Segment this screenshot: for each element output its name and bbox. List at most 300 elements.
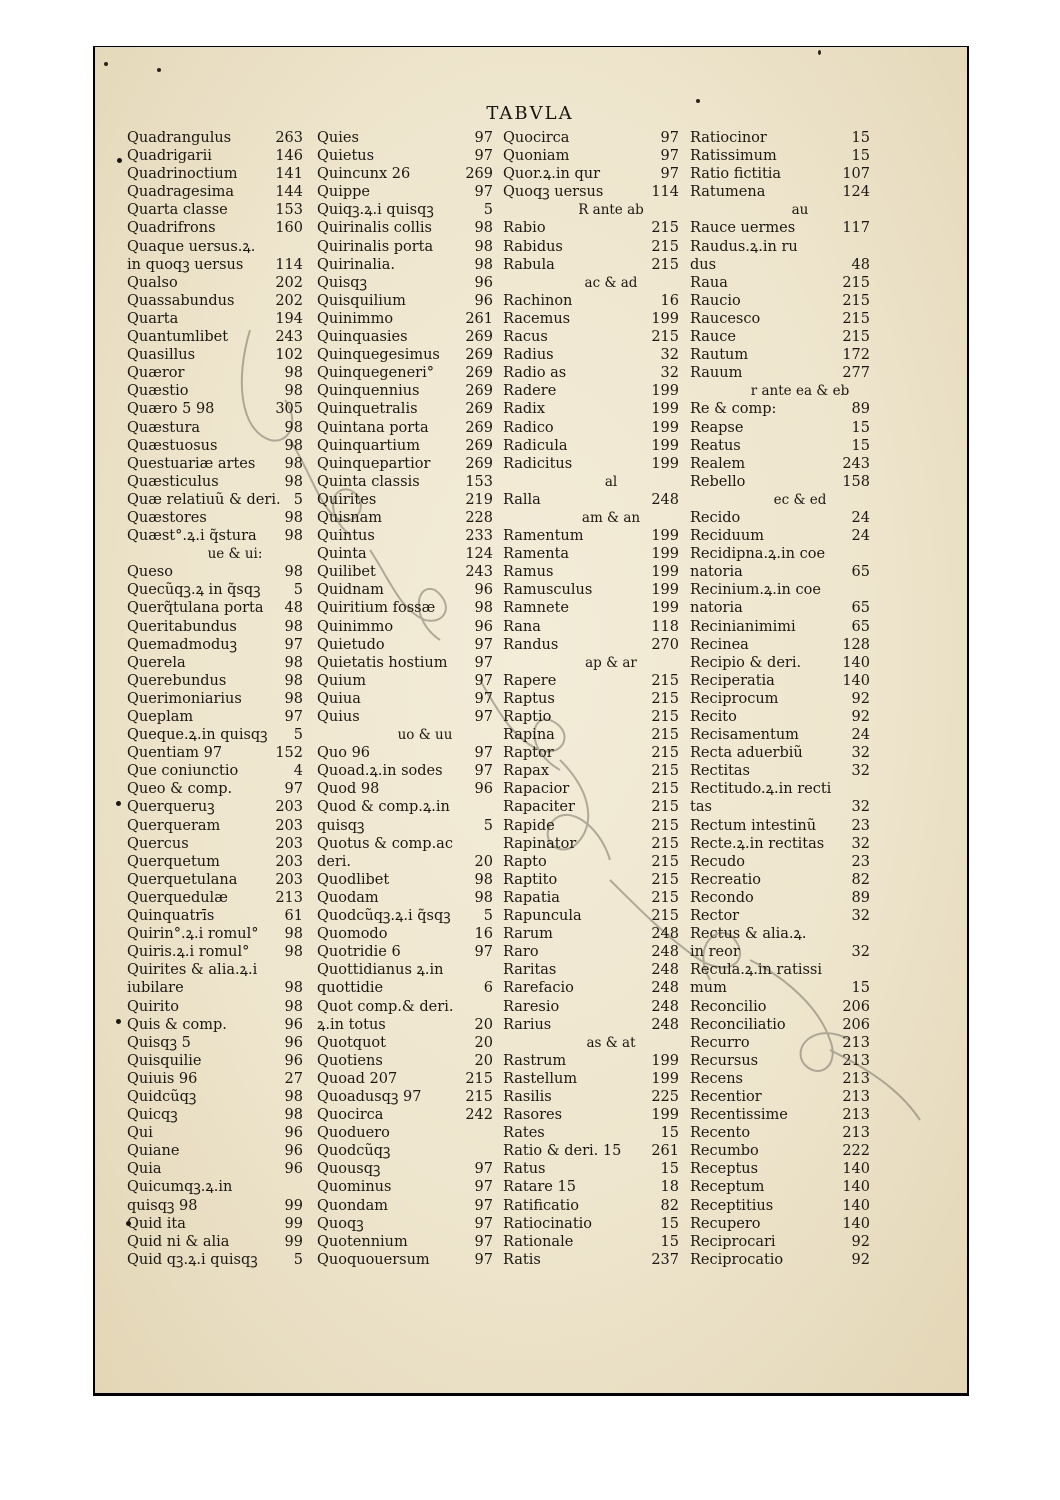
entry-page-number: 98 <box>284 419 303 436</box>
entry-term: Re & comp: <box>690 401 777 418</box>
index-entry <box>690 456 870 474</box>
entry-page-number: 24 <box>851 727 870 744</box>
entry-page-number: 305 <box>275 401 303 418</box>
index-entry <box>503 239 679 257</box>
entry-term: Quomodo <box>317 926 388 943</box>
entry-term: Que coniunctio <box>127 763 239 780</box>
entry-page-number: 16 <box>660 292 679 309</box>
entry-page-number: 215 <box>651 220 679 237</box>
entry-term: Querela <box>127 654 186 671</box>
index-entry <box>317 799 493 817</box>
entry-page-number: 99 <box>284 1197 303 1214</box>
entry-page-number: 98 <box>284 618 303 635</box>
entry-page-number: 199 <box>651 600 679 617</box>
index-entry <box>503 130 679 148</box>
subheading-label: uo & uu <box>397 727 453 744</box>
index-entry <box>127 691 303 709</box>
entry-page-number: 97 <box>474 1161 493 1178</box>
entry-page-number: 65 <box>851 600 870 617</box>
entry-page-number: 215 <box>651 817 679 834</box>
entry-term: Quirinalia. <box>317 256 395 273</box>
index-entry <box>317 1089 493 1107</box>
entry-page-number: 32 <box>851 763 870 780</box>
entry-page-number: 153 <box>465 473 493 490</box>
entry-page-number: 15 <box>660 1233 679 1250</box>
index-entry <box>503 1161 679 1179</box>
entry-page-number: 98 <box>284 980 303 997</box>
entry-page-number: 98 <box>474 600 493 617</box>
index-entry <box>503 799 679 817</box>
entry-page-number: 97 <box>474 1215 493 1232</box>
entry-page-number: 277 <box>842 365 870 382</box>
entry-page-number: 213 <box>842 1052 870 1069</box>
entry-term: Recte.ꝝ.in rectitas <box>690 835 825 852</box>
entry-page-number: 237 <box>651 1251 679 1268</box>
entry-term: Quoad 207 <box>317 1070 398 1087</box>
index-entry <box>503 220 679 238</box>
entry-page-number: 89 <box>851 401 870 418</box>
entry-term: Rates <box>503 1125 545 1142</box>
entry-page-number: 61 <box>284 908 303 925</box>
entry-page-number: 144 <box>275 184 303 201</box>
entry-term: Quicqꝫ <box>127 1107 178 1124</box>
entry-term: Quidcũqꝫ <box>127 1088 197 1105</box>
entry-page-number: 199 <box>651 1107 679 1124</box>
index-entry <box>317 365 493 383</box>
entry-page-number: 248 <box>651 944 679 961</box>
index-entry <box>127 329 303 347</box>
index-entry <box>317 908 493 926</box>
entry-term: Ramenta <box>503 546 570 563</box>
entry-term: Ramusculus <box>503 582 593 599</box>
entry-term: Quietus <box>317 148 375 165</box>
index-entry <box>127 130 303 148</box>
entry-term: Ratificatio <box>503 1197 579 1214</box>
entry-page-number: 98 <box>474 238 493 255</box>
index-entry <box>690 926 870 944</box>
entry-page-number: 203 <box>275 817 303 834</box>
entry-term: Quot comp.& deri. <box>317 998 454 1015</box>
entry-page-number: 27 <box>284 1070 303 1087</box>
entry-page-number: 98 <box>474 220 493 237</box>
entry-term: Quisqꝫ <box>317 274 367 291</box>
entry-term: Rapto <box>503 853 547 870</box>
entry-page-number: 215 <box>651 889 679 906</box>
entry-page-number: 263 <box>275 130 303 146</box>
index-entry <box>317 1035 493 1053</box>
entry-term: Quadrigarii <box>127 148 212 165</box>
index-entry <box>127 781 303 799</box>
subheading-label: ec & ed <box>773 491 827 508</box>
entry-term: Recurro <box>690 1034 750 1051</box>
index-entry <box>127 347 303 365</box>
index-entry <box>127 999 303 1017</box>
entry-term: iubilare <box>127 980 184 997</box>
entry-term: Recinium.ꝝ.in coe <box>690 582 821 599</box>
entry-term: Rectitas <box>690 763 750 780</box>
entry-term: Quisqꝫ 5 <box>127 1034 191 1051</box>
entry-page-number: 215 <box>651 835 679 852</box>
index-entry <box>503 184 679 202</box>
index-entry <box>317 220 493 238</box>
index-entry <box>127 619 303 637</box>
ink-spot <box>157 68 161 72</box>
index-entry <box>127 944 303 962</box>
index-entry <box>317 202 493 220</box>
entry-page-number: 98 <box>284 1107 303 1124</box>
index-entry <box>690 1252 870 1270</box>
entry-term: Raptito <box>503 871 558 888</box>
index-entry <box>690 673 870 691</box>
entry-term: in reor <box>690 944 740 961</box>
entry-term: Quinquartium <box>317 437 420 454</box>
entry-term: Reconciliatio <box>690 1016 786 1033</box>
entry-page-number: 96 <box>474 781 493 798</box>
ink-spot <box>104 62 108 66</box>
entry-term: Quæsticulus <box>127 473 219 490</box>
index-entry <box>127 1179 303 1197</box>
index-entry <box>690 311 870 329</box>
entry-term: Rasilis <box>503 1088 552 1105</box>
entry-page-number: 124 <box>465 546 493 563</box>
index-entry <box>503 1089 679 1107</box>
index-entry <box>317 1252 493 1270</box>
entry-page-number: 92 <box>851 1233 870 1250</box>
page-title: TABVLA <box>486 103 574 124</box>
subheading-label: ue & ui: <box>207 546 263 563</box>
entry-term: Raptio <box>503 709 552 725</box>
entry-page-number: 203 <box>275 853 303 870</box>
index-column-1 <box>127 130 303 1270</box>
entry-term: Querqueram <box>127 817 221 834</box>
entry-page-number: 97 <box>474 1197 493 1214</box>
entry-term: Recidipna.ꝝ.in coe <box>690 546 826 563</box>
index-entry <box>503 781 679 799</box>
index-entry <box>503 492 679 510</box>
index-entry <box>503 962 679 980</box>
entry-page-number: 215 <box>651 799 679 816</box>
index-entry <box>317 673 493 691</box>
entry-term: Quinta <box>317 546 367 563</box>
entry-page-number: 97 <box>474 654 493 671</box>
index-entry <box>503 1017 679 1035</box>
entry-term: Reciprocatio <box>690 1251 784 1268</box>
entry-page-number: 97 <box>474 636 493 653</box>
index-entry <box>317 1198 493 1216</box>
entry-page-number: 96 <box>474 582 493 599</box>
entry-term: Quiua <box>317 690 361 707</box>
entry-term: Ramus <box>503 564 554 581</box>
index-entry <box>690 1234 870 1252</box>
entry-term: Quinquetralis <box>317 401 418 418</box>
entry-term: Raro <box>503 944 539 961</box>
index-subheading <box>690 492 870 510</box>
subheading-label: as & at <box>586 1034 636 1051</box>
entry-term: Recito <box>690 709 737 725</box>
entry-page-number: 15 <box>660 1215 679 1232</box>
index-entry <box>127 148 303 166</box>
entry-term: Quoad.ꝝ.in sodes <box>317 763 443 780</box>
entry-term: Quid qꝫ.ꝝ.i quisqꝫ <box>127 1251 258 1268</box>
entry-term: Querqueruꝫ <box>127 799 215 816</box>
entry-page-number: 213 <box>275 889 303 906</box>
entry-page-number: 215 <box>842 329 870 346</box>
margin-bullet <box>116 1019 121 1024</box>
entry-page-number: 98 <box>284 365 303 382</box>
entry-page-number: 92 <box>851 709 870 725</box>
index-entry <box>317 926 493 944</box>
entry-term: Quiane <box>127 1143 180 1160</box>
entry-term: Radio as <box>503 365 567 382</box>
entry-term: Quisnam <box>317 509 383 526</box>
subheading-label: au <box>791 202 809 219</box>
index-entry <box>127 1053 303 1071</box>
entry-term: Quisquilie <box>127 1052 202 1069</box>
entry-page-number: 97 <box>660 166 679 183</box>
entry-page-number: 98 <box>284 672 303 689</box>
entry-term: Qui <box>127 1125 153 1142</box>
index-entry <box>127 202 303 220</box>
entry-term: Ratus <box>503 1161 546 1178</box>
entry-term: Quinimmo <box>317 618 394 635</box>
index-entry <box>690 854 870 872</box>
index-entry <box>503 854 679 872</box>
entry-term: Quietudo <box>317 636 385 653</box>
entry-term: Recipio & deri. <box>690 654 802 671</box>
entry-term: mum <box>690 980 727 997</box>
entry-page-number: 269 <box>465 401 493 418</box>
index-entry <box>690 619 870 637</box>
entry-page-number: 98 <box>284 654 303 671</box>
entry-page-number: 248 <box>651 491 679 508</box>
entry-term: Queritabundus <box>127 618 237 635</box>
entry-term: Rapatia <box>503 889 560 906</box>
entry-term: Raptor <box>503 745 554 762</box>
index-entry <box>317 474 493 492</box>
index-entry <box>317 347 493 365</box>
entry-term: Receptus <box>690 1161 759 1178</box>
subheading-label: ap & ar <box>585 654 637 671</box>
index-entry <box>690 872 870 890</box>
index-entry <box>503 673 679 691</box>
index-entry <box>503 257 679 275</box>
entry-page-number: 96 <box>284 1125 303 1142</box>
index-entry <box>317 781 493 799</box>
entry-page-number: 213 <box>842 1125 870 1142</box>
index-entry <box>503 818 679 836</box>
index-entry <box>127 1017 303 1035</box>
index-entry <box>127 1234 303 1252</box>
entry-page-number: 97 <box>474 1251 493 1268</box>
entry-term: Quintana porta <box>317 419 429 436</box>
index-entry <box>317 401 493 419</box>
entry-page-number: 269 <box>465 437 493 454</box>
index-entry <box>503 456 679 474</box>
entry-term: Querimoniarius <box>127 690 242 707</box>
entry-page-number: 213 <box>842 1107 870 1124</box>
index-entry <box>317 872 493 890</box>
entry-term: Rauce <box>690 329 736 346</box>
index-subheading <box>503 202 679 220</box>
index-entry <box>503 691 679 709</box>
entry-page-number: 269 <box>465 383 493 400</box>
entry-page-number: 114 <box>275 256 303 273</box>
entry-term: Recreatio <box>690 871 761 888</box>
entry-term: quisqꝫ 98 <box>127 1197 198 1214</box>
entry-page-number: 215 <box>651 745 679 762</box>
entry-term: Qualso <box>127 274 178 291</box>
index-entry <box>317 890 493 908</box>
index-subheading <box>690 202 870 220</box>
entry-page-number: 243 <box>842 455 870 472</box>
entry-term: Quaque uersus.ꝝ. <box>127 238 256 255</box>
entry-page-number: 261 <box>465 310 493 327</box>
entry-page-number: 199 <box>651 419 679 436</box>
entry-term: Rapinator <box>503 835 577 852</box>
entry-term: Recisamentum <box>690 727 799 744</box>
entry-term: Rapacior <box>503 781 570 798</box>
entry-page-number: 5 <box>483 908 493 925</box>
entry-term: Ratissimum <box>690 148 777 165</box>
entry-term: Reapse <box>690 419 744 436</box>
entry-page-number: 99 <box>284 1233 303 1250</box>
entry-term: Radicitus <box>503 455 573 472</box>
entry-page-number: 96 <box>474 618 493 635</box>
index-entry <box>503 926 679 944</box>
entry-page-number: 160 <box>275 220 303 237</box>
entry-term: Ratis <box>503 1251 541 1268</box>
entry-term: Quirinalis porta <box>317 238 434 255</box>
index-entry <box>690 239 870 257</box>
entry-term: Rapide <box>503 817 555 834</box>
entry-term: Reciprocari <box>690 1233 776 1250</box>
entry-term: Quid ni & alia <box>127 1233 230 1250</box>
index-entry <box>690 745 870 763</box>
entry-page-number: 15 <box>851 437 870 454</box>
entry-page-number: 98 <box>284 509 303 526</box>
entry-term: Quoniam <box>503 148 570 165</box>
entry-page-number: 215 <box>842 274 870 291</box>
index-entry <box>317 383 493 401</box>
index-entry <box>503 438 679 456</box>
entry-page-number: 248 <box>651 998 679 1015</box>
entry-page-number: 222 <box>842 1143 870 1160</box>
entry-page-number: 98 <box>284 437 303 454</box>
index-entry <box>690 1035 870 1053</box>
index-entry <box>503 745 679 763</box>
index-entry <box>127 890 303 908</box>
entry-term: Quocirca <box>503 130 570 146</box>
entry-page-number: 215 <box>651 853 679 870</box>
entry-page-number: 228 <box>465 509 493 526</box>
entry-page-number: 215 <box>651 709 679 725</box>
index-entry <box>127 438 303 456</box>
entry-page-number: 233 <box>465 528 493 545</box>
index-subheading <box>503 655 679 673</box>
entry-term: Ramnete <box>503 600 569 617</box>
entry-page-number: 117 <box>842 220 870 237</box>
entry-term: natoria <box>690 564 743 581</box>
entry-page-number: 97 <box>474 709 493 725</box>
index-entry <box>317 709 493 727</box>
index-entry <box>317 148 493 166</box>
entry-page-number: 243 <box>275 329 303 346</box>
entry-term: Racus <box>503 329 548 346</box>
entry-page-number: 248 <box>651 962 679 979</box>
index-entry <box>503 1053 679 1071</box>
entry-page-number: 5 <box>293 582 303 599</box>
entry-term: Rauum <box>690 365 743 382</box>
index-entry <box>127 365 303 383</box>
entry-term: Quemadmoduꝫ <box>127 636 237 653</box>
entry-page-number: 248 <box>651 1016 679 1033</box>
entry-page-number: 261 <box>651 1143 679 1160</box>
entry-term: Querquetum <box>127 853 220 870</box>
index-entry <box>317 691 493 709</box>
index-entry <box>690 727 870 745</box>
entry-page-number: 97 <box>474 672 493 689</box>
entry-page-number: 215 <box>651 238 679 255</box>
index-entry <box>690 166 870 184</box>
index-entry <box>690 1198 870 1216</box>
index-entry <box>317 836 493 854</box>
entry-page-number: 203 <box>275 799 303 816</box>
index-entry <box>690 999 870 1017</box>
index-entry <box>503 763 679 781</box>
index-entry <box>317 257 493 275</box>
entry-term: Quottidianus ꝝ.in <box>317 962 444 979</box>
entry-page-number: 213 <box>842 1034 870 1051</box>
index-entry <box>503 383 679 401</box>
entry-page-number: 114 <box>651 184 679 201</box>
index-entry <box>127 745 303 763</box>
entry-term: Quod & comp.ꝝ.in <box>317 799 450 816</box>
entry-page-number: 65 <box>851 564 870 581</box>
index-entry <box>317 1053 493 1071</box>
entry-term: Quæst°.ꝝ.i q̃stura <box>127 528 257 545</box>
entry-page-number: 92 <box>851 690 870 707</box>
index-entry <box>503 1125 679 1143</box>
entry-term: Quoadusqꝫ 97 <box>317 1088 422 1105</box>
entry-page-number: 152 <box>275 745 303 762</box>
index-entry <box>503 311 679 329</box>
index-entry <box>503 872 679 890</box>
index-entry <box>690 546 870 564</box>
index-entry <box>690 890 870 908</box>
entry-term: Reciperatia <box>690 672 775 689</box>
entry-page-number: 172 <box>842 347 870 364</box>
entry-term: Quius <box>317 709 360 725</box>
index-entry <box>317 1161 493 1179</box>
index-column-3 <box>503 130 679 1270</box>
entry-page-number: 118 <box>651 618 679 635</box>
entry-page-number: 65 <box>851 618 870 635</box>
entry-term: Recumbo <box>690 1143 759 1160</box>
index-entry <box>317 546 493 564</box>
entry-term: Queque.ꝝ.in quisqꝫ <box>127 727 268 744</box>
entry-page-number: 199 <box>651 528 679 545</box>
index-entry <box>127 836 303 854</box>
entry-term: Quocirca <box>317 1107 384 1124</box>
entry-term: Queplam <box>127 709 194 725</box>
index-entry <box>690 220 870 238</box>
entry-page-number: 98 <box>284 564 303 581</box>
entry-term: Quodam <box>317 889 379 906</box>
index-entry <box>127 673 303 691</box>
entry-page-number: 199 <box>651 437 679 454</box>
index-entry <box>503 890 679 908</box>
entry-term: Quodlibet <box>317 871 390 888</box>
